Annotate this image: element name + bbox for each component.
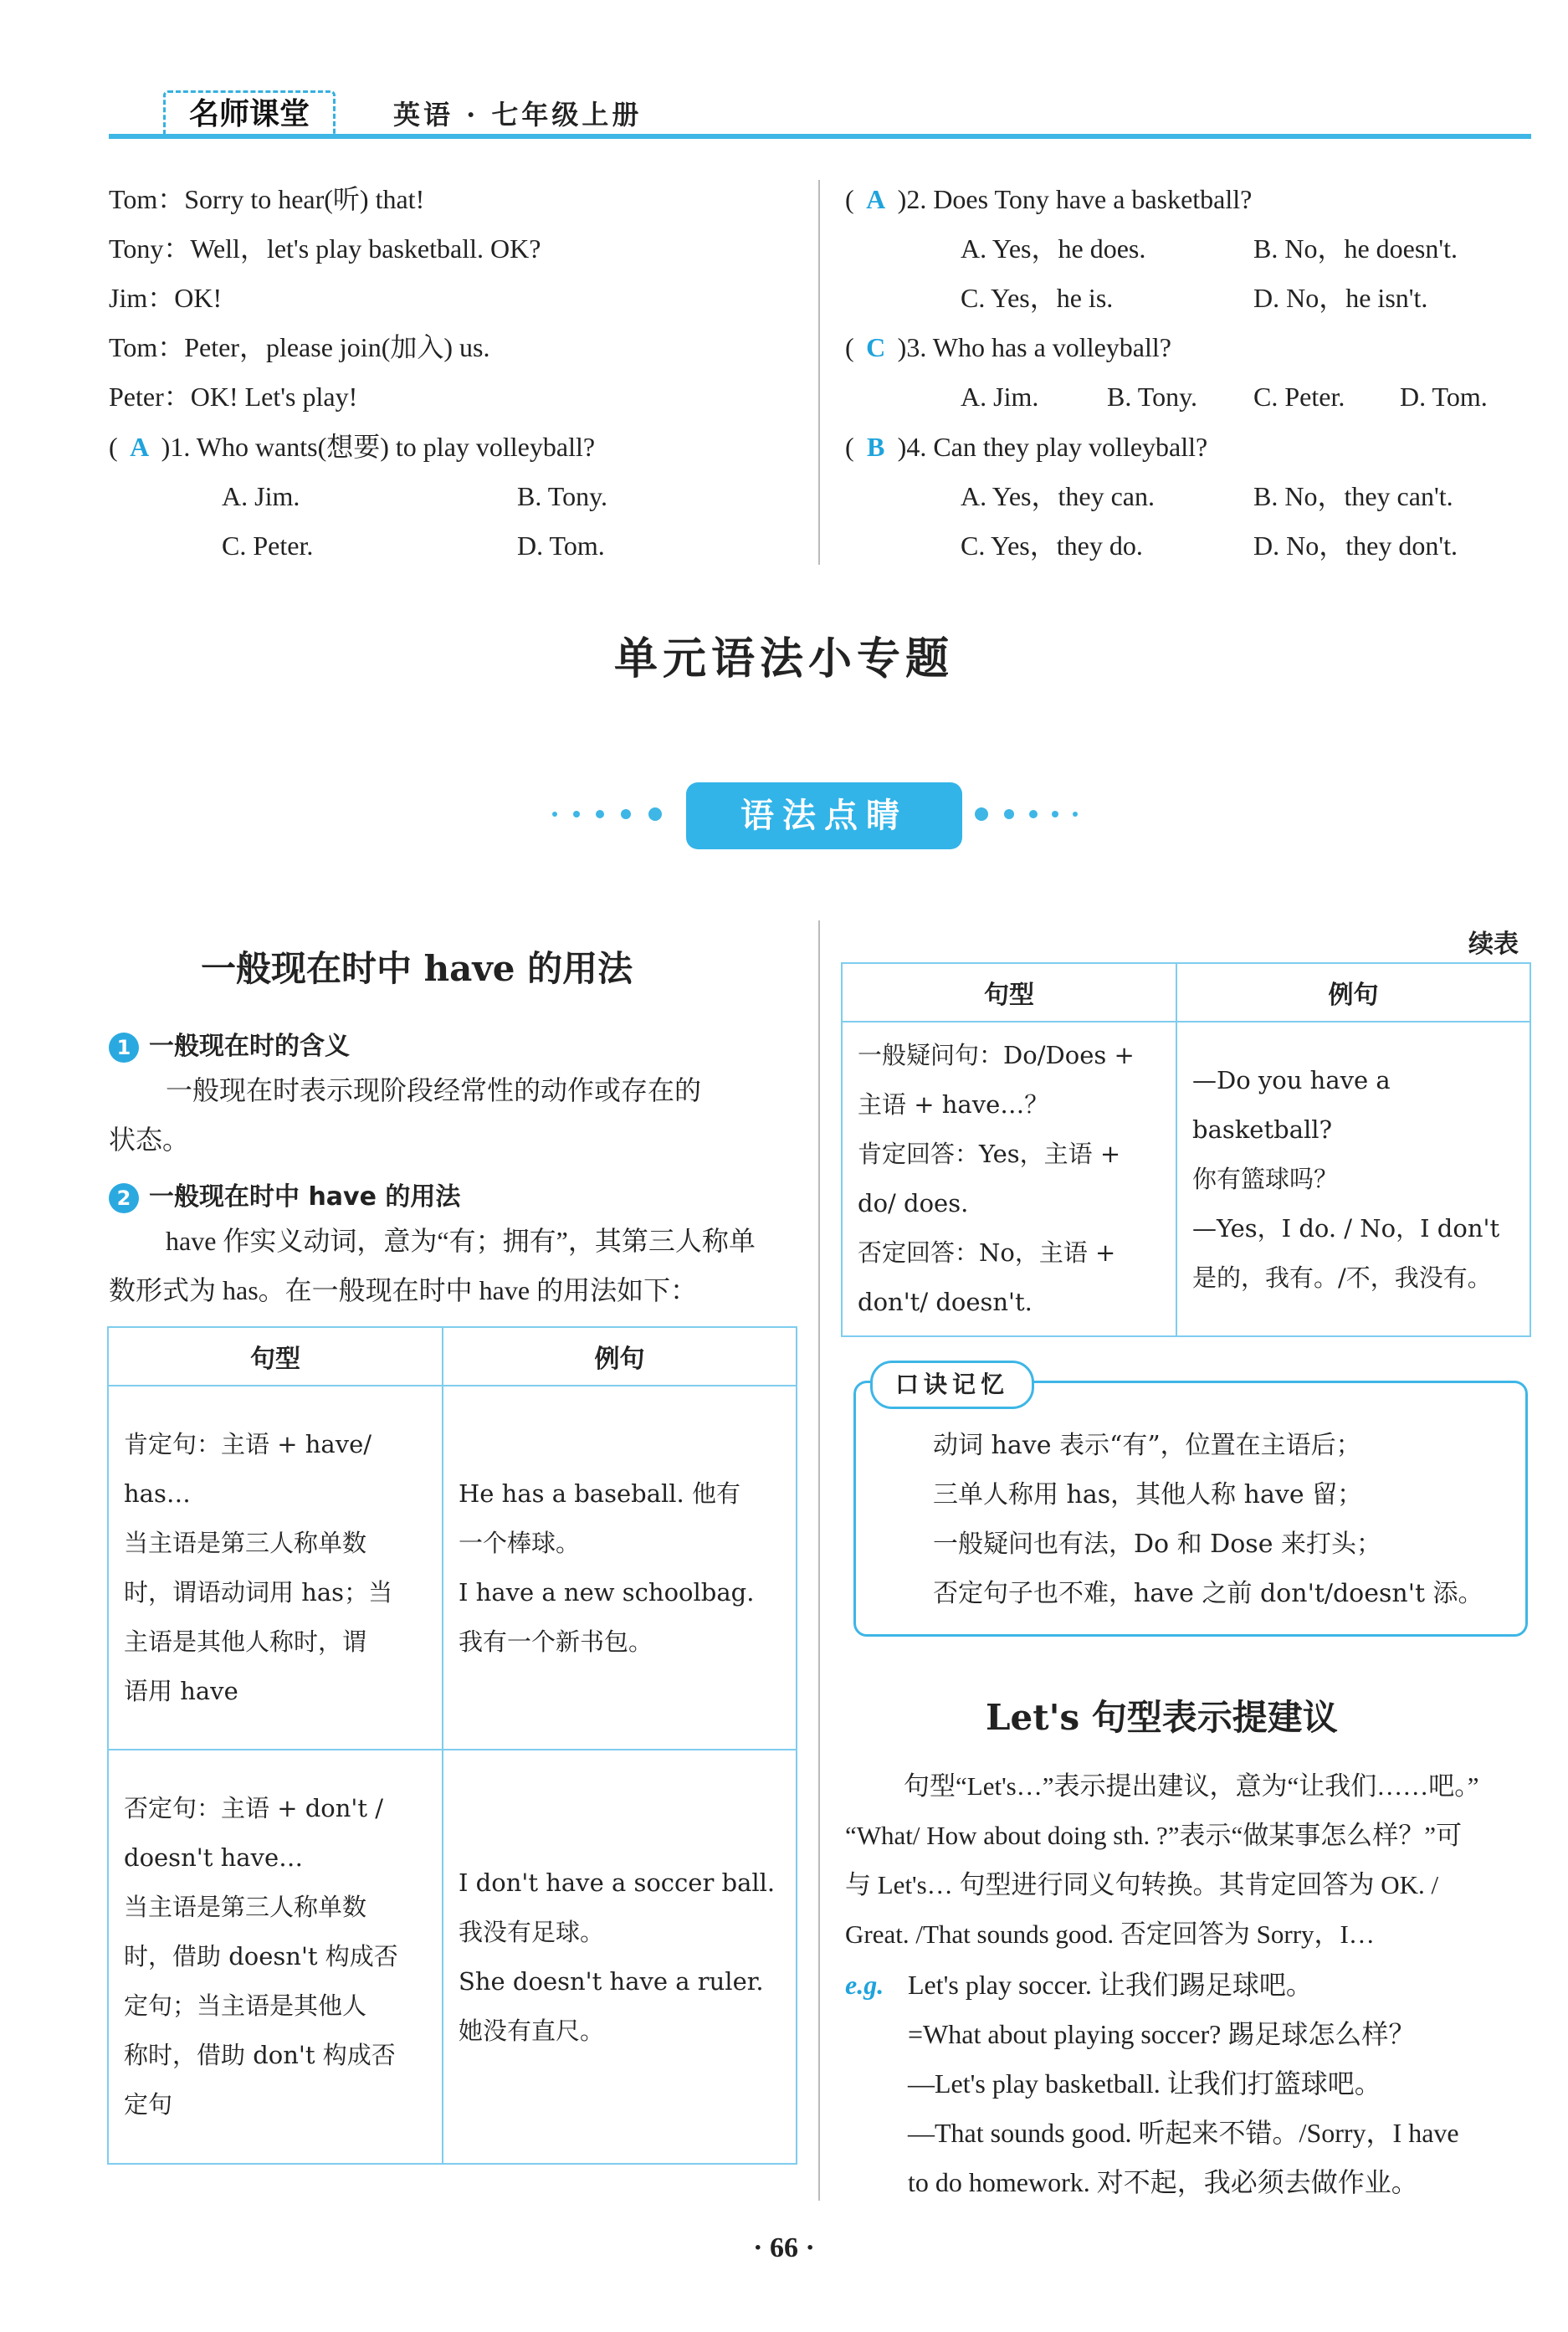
mnemonic-line: 三单人称用 has，其他人称 have 留； (933, 1480, 1363, 1509)
mnemonic-tag: 口诀记忆 (870, 1361, 1034, 1409)
example-line: —Let's play basketball. 让我们打篮球吧。 (908, 2068, 1381, 2099)
example-line: —That sounds good. 听起来不错。/Sorry，I have (908, 2118, 1459, 2148)
paragraph-line: Great. /That sounds good. 否定回答为 Sorry，I… (845, 1919, 1375, 1949)
subject-title: 英语 · 七年级上册 (393, 99, 643, 131)
page-number: · 66 · (753, 2232, 815, 2263)
mnemonic-line: 否定句子也不难，have 之前 don't/doesn't 添。 (933, 1579, 1483, 1608)
option: A. Jim. (222, 481, 300, 511)
option: A. Yes，they can. (961, 481, 1155, 511)
unit-title: 单元语法小专题 (613, 634, 954, 684)
table-header: 例句 (443, 1327, 797, 1386)
question-4: ( B )4. Can they play volleyball? (845, 432, 1208, 462)
paragraph-line: have 作实义动词，意为“有；拥有”，其第三人称单 (166, 1226, 756, 1256)
option: C. Yes，he is. (961, 283, 1114, 313)
answer-2: A (866, 184, 886, 214)
table-header: 句型 (108, 1327, 443, 1386)
answer-1: A (130, 432, 150, 462)
example-cell: He has a baseball. 他有 一个棒球。 I have a new schoolbag. 我有一个新书包。 (443, 1386, 797, 1750)
option: D. No，he isn't. (1253, 283, 1428, 313)
banner-dot (552, 812, 557, 817)
option: A. Yes，he does. (961, 233, 1146, 264)
section-banner: 语法点睛 (686, 782, 962, 849)
option: B. No，he doesn't. (1253, 233, 1458, 264)
dialogue-line: Jim：OK! (109, 283, 223, 313)
paragraph-line: “What/ How about doing sth. ?”表示“做某事怎么样？”可 (845, 1821, 1462, 1850)
option: C. Peter. (1253, 382, 1345, 412)
banner-dot (1073, 812, 1078, 817)
have-usage-table (107, 1326, 797, 2165)
left-heading: 一般现在时中 have 的用法 (201, 948, 633, 989)
dialogue-line: Peter：OK! Let's play! (109, 382, 358, 412)
option: B. Tony. (517, 481, 607, 511)
paragraph-line: 与 Let's… 句型进行同义句转换。其肯定回答为 OK. / (845, 1870, 1439, 1899)
banner-dot (1029, 810, 1038, 818)
option: D. Tom. (1400, 382, 1488, 412)
question-3: ( C )3. Who has a volleyball? (845, 332, 1171, 362)
pattern-cell: 否定句：主语 + don't / doesn't have… 当主语是第三人称单数 时，借助 doesn't 构成否 定句；当主语是其他人 称时，借助 don't 构成否 定句 (108, 1750, 443, 2164)
dialogue-line: Tony：Well，let's play basketball. OK? (109, 233, 541, 264)
table-header: 句型 (842, 963, 1176, 1022)
banner-dot (1004, 809, 1014, 819)
banner-dot (573, 811, 580, 817)
example-line: Let's play soccer. 让我们踢足球吧。 (908, 1970, 1313, 2000)
question-2: ( A )2. Does Tony have a basketball? (845, 184, 1253, 214)
example-cell: I don't have a soccer ball. 我没有足球。 She doesn't have a ruler. 她没有直尺。 (443, 1750, 797, 2164)
example-cell: —Do you have a basketball? 你有篮球吗？ —Yes，I do. / No，I don't 是的，我有。/不，我没有。 (1176, 1022, 1530, 1336)
pattern-cell: 肯定句：主语 + have/ has… 当主语是第三人称单数 时，谓语动词用 has；当 主语是其他人称时，谓 语用 have (108, 1386, 443, 1750)
banner-dot (596, 810, 604, 818)
paragraph-line: 数形式为 has。在一般现在时中 have 的用法如下： (109, 1275, 698, 1305)
option: C. Peter. (222, 530, 314, 561)
option: D. No，they don't. (1253, 530, 1458, 561)
mnemonic-line: 一般疑问也有法，Do 和 Dose 来打头； (933, 1530, 1381, 1559)
option: D. Tom. (517, 530, 605, 561)
paragraph-line: 状态。 (109, 1125, 190, 1155)
column-divider (818, 920, 820, 2201)
continued-label: 续表 (1468, 930, 1519, 959)
banner-dot (1052, 811, 1058, 817)
example-line: to do homework. 对不起，我必须去做作业。 (908, 2167, 1418, 2197)
right-heading: Let's 句型表示提建议 (986, 1697, 1338, 1738)
banner-dot (621, 809, 631, 819)
number-badge: 1 (109, 1033, 139, 1063)
mnemonic-line: 动词 have 表示“有”，位置在主语后； (933, 1431, 1361, 1460)
option: B. No，they can't. (1253, 481, 1453, 511)
eg-label: e.g. (845, 1970, 884, 2000)
option: C. Yes，they do. (961, 530, 1143, 561)
header-rule (109, 134, 1531, 139)
dialogue-line: Tom：Peter，please join(加入) us. (109, 332, 490, 362)
book-logo: 名师课堂 (163, 90, 336, 139)
have-question-table (841, 962, 1531, 1337)
table-header: 例句 (1176, 963, 1530, 1022)
column-divider (818, 180, 820, 565)
number-badge: 2 (109, 1183, 139, 1213)
subsection-1: 1 一般现在时的含义 (109, 1025, 350, 1063)
dialogue-line: Tom：Sorry to hear(听) that! (109, 184, 425, 214)
option: B. Tony. (1107, 382, 1197, 412)
subsection-2: 2 一般现在时中 have 的用法 (109, 1176, 460, 1213)
banner-dot (975, 807, 988, 821)
paragraph-line: 句型“Let's…”表示提出建议，意为“让我们……吧。” (904, 1771, 1479, 1801)
option: A. Jim. (961, 382, 1039, 412)
answer-4: B (866, 432, 885, 462)
paragraph-line: 一般现在时表示现阶段经常性的动作或存在的 (166, 1075, 702, 1105)
banner-dot (648, 807, 662, 821)
example-line: =What about playing soccer? 踢足球怎么样？ (908, 2019, 1416, 2049)
pattern-cell: 一般疑问句：Do/Does + 主语 + have…？ 肯定回答：Yes，主语 + do/ does. 否定回答：No，主语 + don't/ doesn't. (842, 1022, 1176, 1336)
question-1: ( A )1. Who wants(想要) to play volleyball? (109, 432, 596, 462)
answer-3: C (866, 332, 886, 362)
